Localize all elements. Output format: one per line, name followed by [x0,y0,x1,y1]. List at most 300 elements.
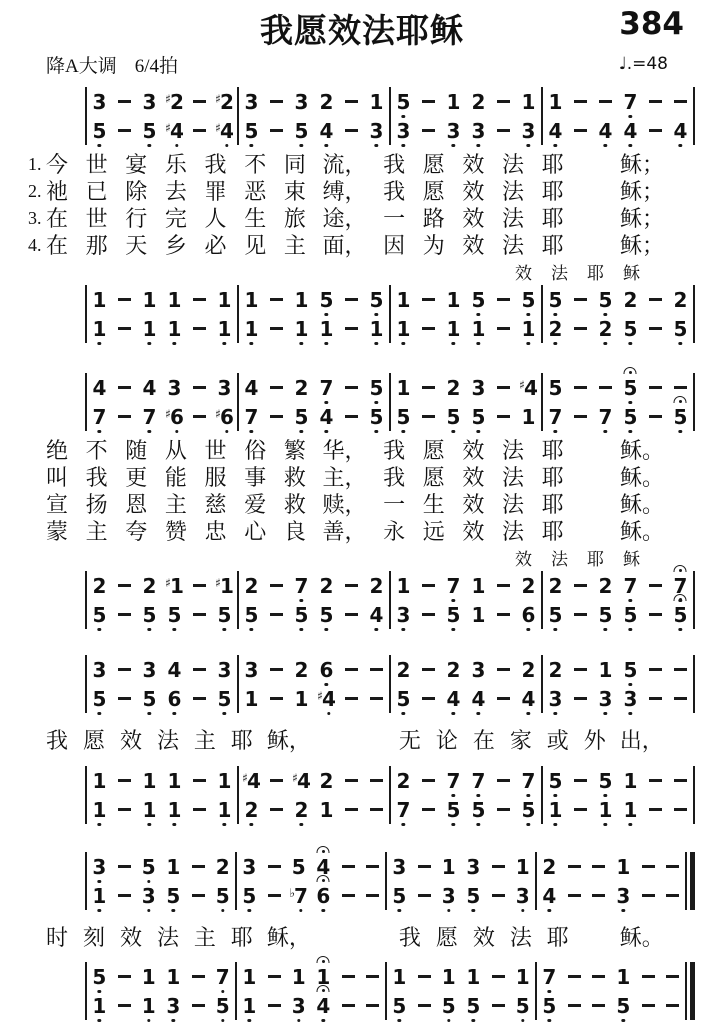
note-slot [212,571,237,600]
sustain-dash [118,808,131,811]
note-slot [466,795,491,824]
note [441,854,456,879]
rest-dash-slot [643,655,668,684]
note-digit: 2 [549,319,563,339]
rest-dash-slot [262,962,287,991]
note [673,573,688,598]
measure [87,962,235,1020]
rest-dash-slot [187,314,212,343]
note-slot [441,600,466,629]
voice-row [87,285,237,314]
note-slot [237,852,262,881]
note [598,602,613,627]
note-digit: 1 [168,319,182,339]
voice-row [239,285,389,314]
lyric-syllable: 稣， [266,925,311,950]
rest-dash-slot [412,881,437,910]
rest-dash-slot [336,991,361,1020]
rest-dash-slot [187,285,212,314]
lyrics-block [28,727,664,754]
verse-number [28,491,45,518]
note-digit: 3 [471,375,486,400]
note [471,602,486,627]
note-digit: 1 [624,800,638,820]
note-digit: 5 [522,290,536,310]
note [369,602,384,627]
sustain-dash [118,584,131,587]
note-slot [162,600,187,629]
rest-dash-slot [416,314,441,343]
note-digit: 2 [295,800,309,820]
note-digit: 2 [548,657,563,682]
sustain-dash [674,779,687,782]
note-slot [611,881,636,910]
sustain-dash [370,808,383,811]
lyric-syllable: 生 [244,206,267,231]
note-digit: 7 [549,407,563,427]
measure [87,766,237,824]
lyric-syllable: 恶 [244,179,267,204]
note [519,375,538,400]
sustain-dash [270,298,283,301]
note [319,602,334,627]
barline [693,373,695,431]
note-slot [516,655,541,684]
voice-row [87,684,237,713]
note-slot [137,766,162,795]
note-slot [593,766,618,795]
note-slot [314,684,339,713]
lyric-line [28,491,664,518]
note-digit: 1 [320,319,334,339]
note-digit: 2 [244,573,259,598]
sustain-dash [574,779,587,782]
sustain-dash [649,668,662,671]
sustain-dash [118,386,131,389]
note [548,89,563,114]
note-digit: 5 [624,407,638,427]
low-octave-dot [622,909,625,912]
note-slot [543,684,568,713]
sustain-dash [192,975,205,978]
lyric-syllable: 耶 [587,549,604,569]
sustain-dash [422,613,435,616]
note-digit: 3 [392,854,407,879]
rest-dash-slot [186,962,211,991]
low-octave-dot [548,1019,551,1022]
note [165,89,184,114]
note-slot [314,402,339,431]
sustain-dash [574,415,587,418]
note [244,573,259,598]
note-slot [364,116,389,145]
note-digit: 1 [142,287,157,312]
lyric-line [28,727,664,754]
rest-dash-slot [187,87,212,116]
note-digit: 5 [466,886,480,906]
note-digit: 5 [93,121,107,141]
voice-row [239,795,389,824]
note [217,686,232,711]
rest-dash-slot [187,116,212,145]
verse-number: 4. [28,235,42,255]
note-digit: 2 [245,800,259,820]
lyric-syllable: 法 [502,465,525,490]
note-slot [441,795,466,824]
rest-dash-slot [568,116,593,145]
voice-row [387,852,535,881]
rest-dash-slot [491,285,516,314]
measure [391,571,541,629]
sharp-icon: ♯ [292,770,298,785]
rest-dash-slot [112,852,137,881]
low-octave-dot [322,1019,325,1022]
note-slot [364,87,389,116]
low-octave-dot [452,712,455,715]
note-digit: 7 [599,407,613,427]
measure [543,285,693,343]
sustain-dash [342,975,355,978]
note-digit: 5 [447,605,461,625]
lyric-syllable: 耶 [541,233,564,258]
sharp-icon: ♯ [519,377,525,392]
note-digit: 5 [245,605,259,625]
note-slot [618,314,643,343]
note [673,602,688,627]
low-octave-dot [98,342,101,345]
note-digit: 4 [246,768,261,793]
note-digit: 1 [244,686,259,711]
sustain-dash [492,865,505,868]
note-slot [289,795,314,824]
rest-dash-slot [112,881,137,910]
note-digit: 3 [166,996,180,1016]
lyric-line [28,924,664,951]
verse-number [28,437,45,464]
lyric-syllable: 外 [583,728,606,753]
rest-dash-slot [416,600,441,629]
rest-dash-slot [112,684,137,713]
sustain-dash [345,298,358,301]
note [548,287,563,312]
note [92,375,107,400]
note [294,89,309,114]
note-slot [210,991,235,1020]
lyric-syllable: 从 [164,438,187,463]
rest-dash-slot [364,655,389,684]
low-octave-dot [554,430,557,433]
note-slot [516,402,541,431]
note [446,657,461,682]
low-octave-dot [148,823,151,826]
note-slot [618,655,643,684]
lyric-syllable: 主 [164,492,187,517]
measure [87,87,237,145]
sustain-dash [574,327,587,330]
low-octave-dot [173,628,176,631]
rest-dash-slot [491,87,516,116]
note-slot [87,795,112,824]
rest-dash-slot [491,600,516,629]
note [673,118,688,143]
lyric-line [28,178,664,205]
note [623,375,638,400]
note [446,375,461,400]
voice-row [391,795,541,824]
voice-row [543,285,693,314]
sustain-dash [193,808,206,811]
note-digit: 1 [370,319,384,339]
lyric-syllable: 效 [462,465,485,490]
measure [239,766,389,824]
low-octave-dot [299,909,302,912]
lyric-syllable: 心 [244,519,267,544]
note [319,797,334,822]
lyric-syllable: 救 [283,492,306,517]
note-digit: 5 [599,771,613,791]
sustain-dash [497,808,510,811]
note-slot [87,285,112,314]
note [598,118,613,143]
measure [239,373,389,431]
note-slot [436,881,461,910]
rest-dash-slot [562,852,587,881]
note [92,602,107,627]
note-digit: 1 [471,573,486,598]
lyric-syllable: 因 [383,233,406,258]
rest-dash-slot [264,87,289,116]
rest-dash-slot [491,795,516,824]
note [165,404,184,429]
lyric-syllable: 愿 [82,728,105,753]
rest-dash-slot [568,684,593,713]
sustain-dash [118,613,131,616]
note-slot [239,684,264,713]
low-octave-dot [147,909,150,912]
low-octave-dot [98,823,101,826]
note [446,118,461,143]
note-digit: 5 [542,996,556,1016]
verse-number: 3. [28,208,42,228]
note-digit: 6 [220,407,234,427]
lyric-syllable: 耶 [230,728,253,753]
note-digit: 7 [245,407,259,427]
note [165,573,184,598]
note-slot [593,285,618,314]
note-digit: 2 [673,287,688,312]
key-signature: 降A大调 [46,55,117,77]
note-digit: 5 [624,319,638,339]
fermata-icon [317,985,330,992]
note [598,573,613,598]
sustain-dash [193,668,206,671]
note-slot [364,402,389,431]
voice-row [387,881,535,910]
note-slot [593,402,618,431]
sustain-dash [118,129,131,132]
note-digit: 4 [322,689,336,709]
measure [87,571,237,629]
rest-dash-slot [643,600,668,629]
note-slot [162,87,187,116]
rest-dash-slot [187,655,212,684]
lyric-syllable: 今 [45,152,68,177]
rest-dash-slot [112,402,137,431]
note-slot [543,795,568,824]
note-slot [516,600,541,629]
voice-row [87,116,237,145]
lyric-syllable: 永 [383,519,406,544]
note-slot [593,600,618,629]
sustain-dash [268,1004,281,1007]
note-slot [314,795,339,824]
verse-number: 2. [28,181,42,201]
echo-lyric-line [28,545,664,569]
note-digit: 4 [296,768,311,793]
voice-row [391,655,541,684]
voice-row [543,314,693,343]
low-octave-dot [148,712,151,715]
sustain-dash [270,415,283,418]
note-digit: 5 [466,996,480,1016]
note [166,993,181,1018]
note [471,118,486,143]
note [471,375,486,400]
note-digit: 4 [370,605,384,625]
rest-dash-slot [112,991,137,1020]
note-slot [210,852,235,881]
rest-dash-slot [360,991,385,1020]
low-octave-dot [452,342,455,345]
lyric-syllable: 效 [462,233,485,258]
note-slot [212,684,237,713]
rest-dash-slot [586,852,611,881]
lyric-spacer [580,491,604,518]
note [471,797,486,822]
note-digit: 5 [442,996,456,1016]
note-digit: 2 [446,375,461,400]
rest-dash-slot [416,402,441,431]
note-digit: 4 [624,121,638,141]
note [623,768,638,793]
sustain-dash [118,1004,131,1007]
note [616,883,631,908]
note-digit: 2 [369,573,384,598]
lyrics-block [28,924,664,951]
note-slot [510,962,535,991]
note-digit: 5 [549,290,563,310]
rest-dash-slot [486,881,511,910]
rest-dash-slot [262,852,287,881]
lyric-syllable: 愿 [422,152,445,177]
note-digit: 1 [242,996,256,1016]
note-digit: 1 [245,319,259,339]
low-octave-dot [629,823,632,826]
lyric-syllable: 见 [244,233,267,258]
note-slot [516,285,541,314]
lyric-syllable: 法 [509,925,532,950]
lyric-syllable: 路 [422,206,445,231]
note-digit: 4 [167,657,182,682]
lyric-syllable: 扬 [85,492,108,517]
note-digit: 3 [244,657,259,682]
lyric-syllable: 耶 [541,179,564,204]
note [673,404,688,429]
rest-dash-slot [412,962,437,991]
note-slot [162,314,187,343]
note-slot [466,600,491,629]
note-slot [239,795,264,824]
rest-dash-slot [491,402,516,431]
note [396,375,411,400]
voice-row [87,655,237,684]
note-digit: 5 [166,886,180,906]
voice-row [543,600,693,629]
lyric-syllable: 华， [322,438,367,463]
note [521,657,536,682]
note-digit: 1 [218,800,232,820]
note-digit: 5 [168,605,182,625]
low-octave-dot [527,712,530,715]
note-slot [212,402,237,431]
sustain-dash [574,668,587,671]
low-octave-dot [452,823,455,826]
note-slot [87,600,112,629]
low-octave-dot [322,909,325,912]
final-barline-thin [685,962,687,1020]
note [396,602,411,627]
note [623,118,638,143]
note-digit: 1 [623,768,638,793]
rest-dash-slot [643,285,668,314]
note-slot [441,285,466,314]
measure [391,285,541,343]
note-digit: 5 [549,771,563,791]
note-slot [314,655,339,684]
sustain-dash [422,415,435,418]
note-slot [87,402,112,431]
sustain-dash [270,386,283,389]
voice-row [87,373,237,402]
lyric-syllable: 法 [502,519,525,544]
note [167,316,182,341]
voice-row [543,116,693,145]
note [244,89,259,114]
rest-dash-slot [491,116,516,145]
note-digit: 5 [92,967,106,987]
low-octave-dot [300,430,303,433]
note-digit: 5 [245,121,259,141]
lyric-syllables [45,518,664,545]
sustain-dash [666,1004,679,1007]
fermata-icon [317,956,330,963]
note-digit: 5 [93,689,107,709]
note [316,993,331,1018]
note-slot [537,852,562,881]
note-slot [87,116,112,145]
rest-dash-slot [112,314,137,343]
note-slot [441,402,466,431]
note-digit: 5 [320,605,334,625]
voice-row [87,852,235,881]
low-octave-dot [148,430,151,433]
rest-dash-slot [668,655,693,684]
note-slot [611,852,636,881]
lyric-syllable: 我 [204,152,227,177]
low-octave-dot [447,909,450,912]
note-digit: 1 [446,287,461,312]
note-digit: 7 [624,92,638,112]
